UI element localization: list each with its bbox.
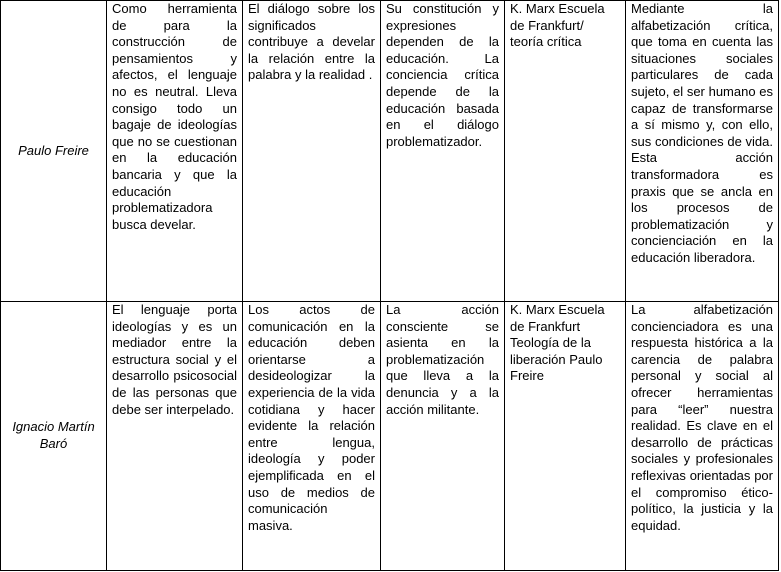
influences-cell (505, 302, 626, 571)
consciousness-cell (381, 302, 505, 571)
author-cell (1, 1, 107, 302)
language-cell (107, 302, 243, 571)
dialogue-cell (243, 1, 381, 302)
cell-text: Su constitución y expresiones dependen de la educación. La conciencia crítica depende de la educación basada en el diálogo problematizador. (386, 1, 499, 149)
author-name: Ignacio Martín Baró (12, 419, 95, 451)
literacy-cell (626, 302, 779, 571)
language-cell (107, 1, 243, 302)
author-name: Paulo Freire (18, 142, 89, 158)
cell-text: Los actos de comunicación en la educación deben orientarse a desideologizar la experiencia de la vida cotidiana y hacer evidente la relación entre lengua, ideología y poder ejemplificada en el uso de medios de comunicación masiva. (248, 302, 375, 533)
literacy-cell (626, 1, 779, 302)
cell-text: Como herramienta de para la construcción de pensamientos y afectos, el lenguaje no es neutral. Lleva consigo todo un bagaje de ideologías que no se cuestionan en la educación bancaria y que la educación problematizadora busca develar. (112, 1, 237, 232)
author-cell (1, 302, 107, 571)
cell-text: K. Marx Escuela de Frankfurt Teología de la liberación Paulo Freire (510, 302, 605, 384)
cell-text: La acción consciente se asienta en la problematización que lleva a la denuncia y a la acción militante. (386, 302, 499, 417)
cell-text: La alfabetización concienciadora es una respuesta histórica a la carencia de palabra personal y social al ofrecer herramientas para “leer” nuestra realidad. Es clave en el desarrollo de prácticas sociales y profesionales reflexivas orientadas por el compromiso ético-político, la justicia y la equidad. (631, 302, 773, 533)
table-row (1, 302, 779, 571)
table-row (1, 1, 779, 302)
cell-text: El lenguaje porta ideologías y es un mediador entre la estructura social y el desarrollo psicosocial de las personas que debe ser interpelado. (112, 302, 237, 417)
dialogue-cell (243, 302, 381, 571)
cell-text: Mediante la alfabetización crítica, que toma en cuenta las situaciones sociales particulares de cada sujeto, el ser humano es capaz de transformarse a sí mismo y, con ello, sus condiciones de vida. Esta acción transformadora es praxis que se ancla en los procesos de problematización y concienciación en la educación liberadora. (631, 1, 773, 265)
influences-cell (505, 1, 626, 302)
cell-text: K. Marx Escuela de Frankfurt/ teoría crítica (510, 1, 605, 50)
cell-text: El diálogo sobre los significados contribuye a develar la relación entre la palabra y la realidad . (248, 1, 375, 83)
consciousness-cell (381, 1, 505, 302)
